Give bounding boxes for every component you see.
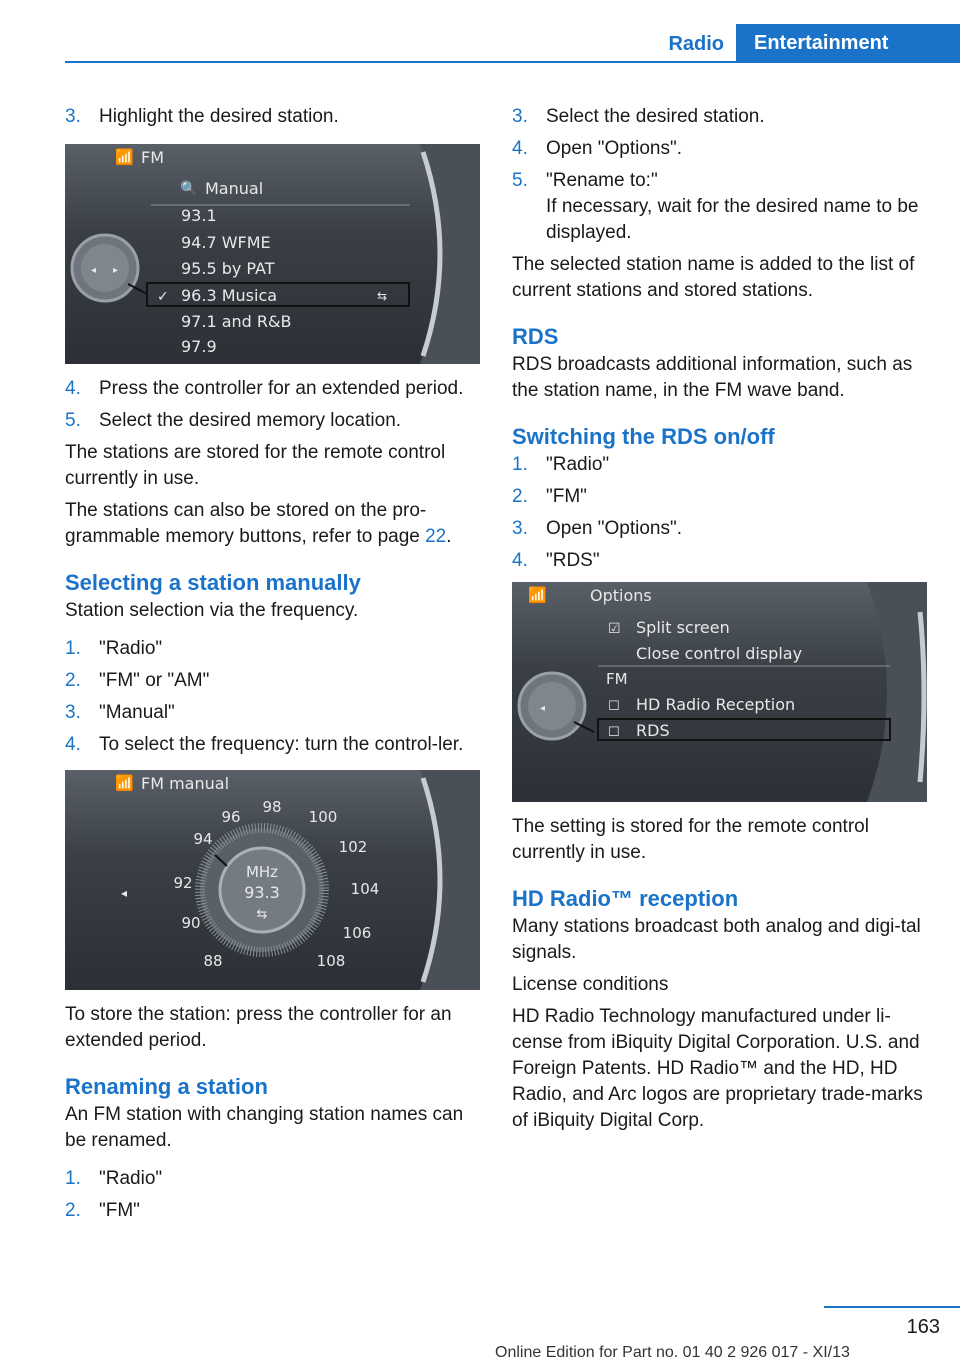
paragraph: An FM station with changing station names can be renamed. — [65, 1104, 464, 1151]
list-item: 95.5 by PAT — [181, 259, 275, 278]
rds-steps-list — [512, 452, 930, 574]
step-number: 2. — [65, 1200, 81, 1221]
fm-manual-dial-screenshot — [65, 770, 480, 990]
step-item — [512, 484, 930, 510]
paragraph-page-ref — [65, 498, 483, 550]
search-icon: 🔍 — [180, 181, 198, 197]
step-text: Press the controller for an extended period. — [99, 378, 464, 399]
check-icon: ☑ — [608, 621, 621, 637]
check-icon: ✓ — [157, 289, 169, 305]
dial-label: 88 — [203, 952, 223, 970]
option-item: Split screen — [636, 618, 730, 637]
dial-label: 108 — [316, 952, 346, 970]
rename-steps-list — [65, 1166, 483, 1224]
dial-label: 96 — [221, 808, 241, 826]
step-number: 5. — [65, 410, 81, 431]
step-text: "Radio" — [99, 638, 163, 659]
paragraph: RDS broadcasts additional information, such as the station name, in the FM wave band. — [512, 354, 913, 401]
step-item — [512, 168, 930, 194]
list-item-selected: 96.3 Musica — [181, 286, 278, 305]
list-item: 97.9 — [181, 337, 217, 356]
dial-label: 106 — [342, 924, 372, 942]
step-item — [65, 104, 483, 130]
store-icon: ⇆ — [377, 289, 388, 303]
dial-label: 98 — [262, 798, 282, 816]
paragraph: HD Radio Technology manufactured under li‐cense from iBiquity Digital Corporation. U.S. and Foreign Patents. HD Radio™ and the HD, HD Radio, and Arc logos are proprietary trade‐marks of iBiquity Digital Corp. — [512, 1006, 923, 1131]
step-item — [65, 636, 483, 662]
list-item: 93.1 — [181, 206, 217, 225]
radio-icon: 📶 — [115, 148, 134, 166]
paragraph: Station selection via the frequency. — [65, 600, 359, 621]
step-text: "Manual" — [99, 702, 175, 723]
paragraph: The stations are stored for the remote control currently in use. — [65, 442, 446, 489]
header-rule — [65, 61, 960, 63]
step-number: 1. — [65, 1168, 81, 1189]
header-section: Radio — [668, 33, 724, 55]
checkbox-icon: ☐ — [608, 725, 620, 740]
screen-title: FM — [141, 148, 165, 167]
heading-manual: Selecting a station manually — [65, 570, 361, 595]
paragraph: The setting is stored for the remote control currently in use. — [512, 816, 869, 863]
heading-hd-radio: HD Radio™ reception — [512, 886, 739, 911]
left-column — [65, 104, 483, 1230]
store-icon: ⇆ — [256, 907, 268, 922]
step-text: Open "Options". — [546, 518, 683, 539]
step-item — [512, 548, 930, 574]
step-number: 3. — [65, 106, 81, 127]
screen-title: FM manual — [141, 774, 230, 793]
paragraph-text: The stations can also be stored on the pro‐grammable memory buttons, refer to page — [65, 500, 427, 547]
step-number: 4. — [65, 734, 81, 755]
fm-station-list-screenshot — [65, 144, 480, 364]
step-text: "FM" — [546, 486, 587, 507]
checkbox-icon: ☐ — [608, 699, 620, 714]
dial-label: 90 — [181, 914, 201, 932]
step-text: "FM" or "AM" — [99, 670, 210, 691]
step-number: 1. — [65, 638, 81, 659]
radio-icon: 📶 — [528, 586, 547, 604]
dial-label: 92 — [173, 874, 193, 892]
paragraph: The selected station name is added to the list of current stations and stored stations. — [512, 254, 915, 301]
rename-steps-list — [512, 104, 930, 194]
step-number: 2. — [512, 486, 528, 507]
paragraph: Many stations broadcast both analog and digi‐tal signals. — [512, 916, 921, 963]
paragraph: License conditions — [512, 974, 669, 995]
list-item: 97.1 and R&B — [181, 312, 292, 331]
step-item — [65, 732, 483, 758]
option-item-selected: RDS — [636, 721, 670, 740]
paragraph-text: . — [446, 526, 452, 547]
step-number: 1. — [512, 454, 528, 475]
heading-rds: RDS — [512, 324, 559, 349]
step-number: 4. — [512, 138, 528, 159]
step-text: "FM" — [99, 1200, 140, 1221]
step-number: 4. — [65, 378, 81, 399]
unit-label: MHz — [245, 863, 279, 881]
footer-rule — [824, 1306, 960, 1308]
section-label: FM — [606, 670, 628, 688]
list-item: 94.7 WFME — [181, 233, 271, 252]
dial-label: 102 — [338, 838, 368, 856]
step-text: "Radio" — [546, 454, 610, 475]
left-arrow-icon: ◂ — [121, 886, 128, 900]
page-link[interactable]: 22 — [425, 526, 447, 547]
heading-switch-rds: Switching the RDS on/off — [512, 424, 775, 449]
screen-title: Options — [590, 586, 652, 605]
page-number: 163 — [906, 1316, 940, 1338]
step-number: 3. — [512, 518, 528, 539]
step-item — [65, 700, 483, 726]
step-text: "Rename to:" — [546, 170, 658, 191]
svg-text:◂: ◂ — [540, 703, 546, 714]
step-text: Select the desired memory location. — [99, 410, 402, 431]
step-number: 3. — [512, 106, 528, 127]
step-number: 5. — [512, 170, 528, 191]
options-screenshot — [512, 582, 927, 802]
step-text: "RDS" — [546, 550, 600, 571]
heading-rename: Renaming a station — [65, 1074, 268, 1099]
step-item — [512, 104, 930, 130]
step-text: Highlight the desired station. — [99, 106, 339, 127]
step-number: 3. — [65, 702, 81, 723]
option-item: Close control display — [636, 644, 803, 663]
step-number: 2. — [65, 670, 81, 691]
step-item — [65, 408, 483, 434]
step-item — [65, 668, 483, 694]
svg-text:▸: ▸ — [113, 265, 119, 276]
step-item — [512, 136, 930, 162]
dial-label: 104 — [350, 880, 380, 898]
step-text: To select the frequency: turn the control‐ler. — [99, 734, 464, 755]
header-chapter: Entertainment — [736, 24, 960, 62]
step-item — [65, 376, 483, 402]
manual-steps-list — [65, 636, 483, 758]
step-text: Open "Options". — [546, 138, 683, 159]
step-number: 4. — [512, 550, 528, 571]
list-item-manual: Manual — [205, 179, 264, 198]
step-item — [65, 1198, 483, 1224]
paragraph: To store the station: press the controller for an extended period. — [65, 1004, 452, 1051]
frequency-value: 93.3 — [244, 883, 280, 902]
edition-note: Online Edition for Part no. 01 40 2 926 017 - XI/13 — [495, 1344, 850, 1361]
step-item — [512, 516, 930, 542]
svg-text:◂: ◂ — [91, 265, 97, 276]
dial-label: 100 — [308, 808, 338, 826]
step-note: If necessary, wait for the desired name to be displayed. — [546, 196, 919, 243]
step-text: Select the desired station. — [546, 106, 765, 127]
step-item — [512, 452, 930, 478]
option-item: HD Radio Reception — [636, 695, 796, 714]
dial-label: 94 — [193, 830, 213, 848]
radio-icon: 📶 — [115, 774, 134, 792]
right-column — [512, 104, 930, 1140]
step-item — [65, 1166, 483, 1192]
step-text: "Radio" — [99, 1168, 163, 1189]
